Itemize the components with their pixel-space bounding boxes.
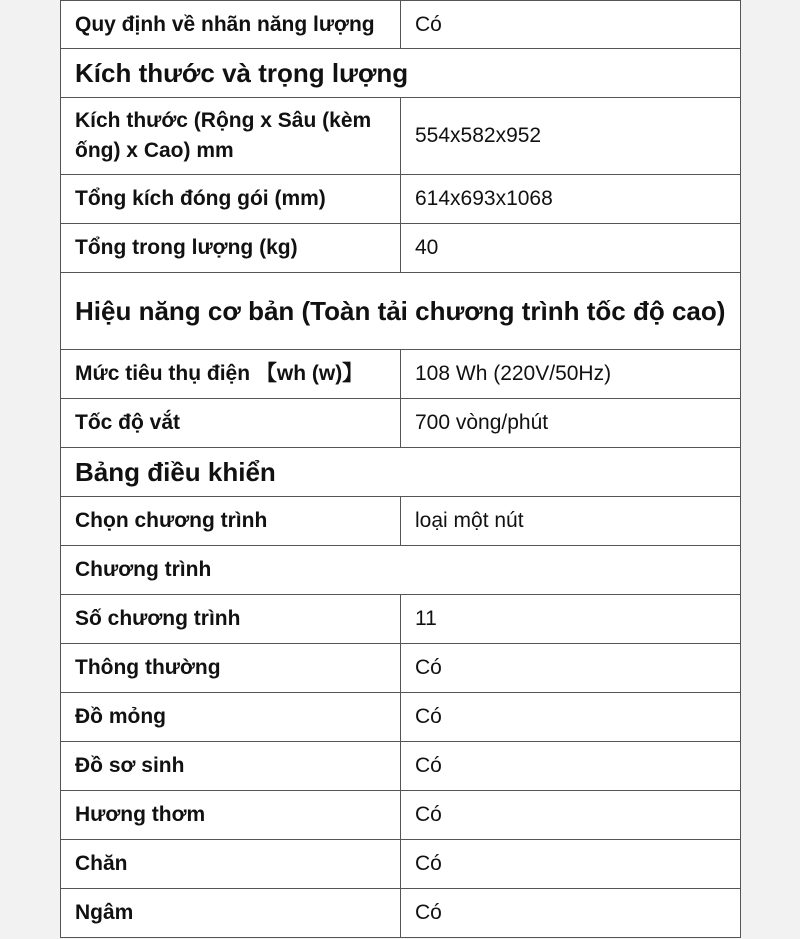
section-title: Hiệu năng cơ bản (Toàn tải chương trình tốc độ cao) [61,273,741,350]
spec-row [61,791,741,840]
spec-label: Tổng trong lượng (kg) [61,224,401,273]
spec-label: Tốc độ vắt [61,399,401,448]
spec-value: Có [401,840,741,889]
spec-value: Có [401,742,741,791]
spec-value: Có [401,889,741,938]
spec-label: Kích thước (Rộng x Sâu (kèm ống) x Cao) mm [61,98,401,175]
spec-label: Ngâm [61,889,401,938]
section-title: Bảng điều khiển [61,448,741,497]
subsection-title: Chương trình [61,546,741,595]
spec-value: Có [401,791,741,840]
spec-row [61,1,741,49]
spec-value: loại một nút [401,497,741,546]
spec-value: Có [401,693,741,742]
section-title: Kích thước và trọng lượng [61,49,741,98]
section-header-row [61,273,741,350]
spec-label: Chọn chương trình [61,497,401,546]
spec-value: 554x582x952 [401,98,741,175]
spec-value: 614x693x1068 [401,175,741,224]
spec-row [61,350,741,399]
spec-value: Có [401,644,741,693]
spec-label: Đồ sơ sinh [61,742,401,791]
spec-table-body [61,1,741,938]
spec-label: Mức tiêu thụ điện 【wh (w)】 [61,350,401,399]
spec-value: 11 [401,595,741,644]
spec-value: Có [401,1,741,49]
spec-label: Tổng kích đóng gói (mm) [61,175,401,224]
spec-row [61,742,741,791]
spec-value: 108 Wh (220V/50Hz) [401,350,741,399]
spec-label: Thông thường [61,644,401,693]
spec-row [61,224,741,273]
spec-value: 40 [401,224,741,273]
spec-label: Số chương trình [61,595,401,644]
spec-label: Hương thơm [61,791,401,840]
spec-table [60,0,741,938]
spec-row [61,840,741,889]
spec-row [61,497,741,546]
spec-row [61,889,741,938]
spec-row [61,175,741,224]
section-header-row [61,49,741,98]
spec-row [61,399,741,448]
spec-value: 700 vòng/phút [401,399,741,448]
subsection-header-row [61,546,741,595]
section-header-row [61,448,741,497]
spec-label: Đồ mỏng [61,693,401,742]
spec-row [61,693,741,742]
spec-row [61,595,741,644]
spec-label: Chăn [61,840,401,889]
spec-row [61,98,741,175]
spec-label: Quy định về nhãn năng lượng [61,1,401,49]
spec-row [61,644,741,693]
